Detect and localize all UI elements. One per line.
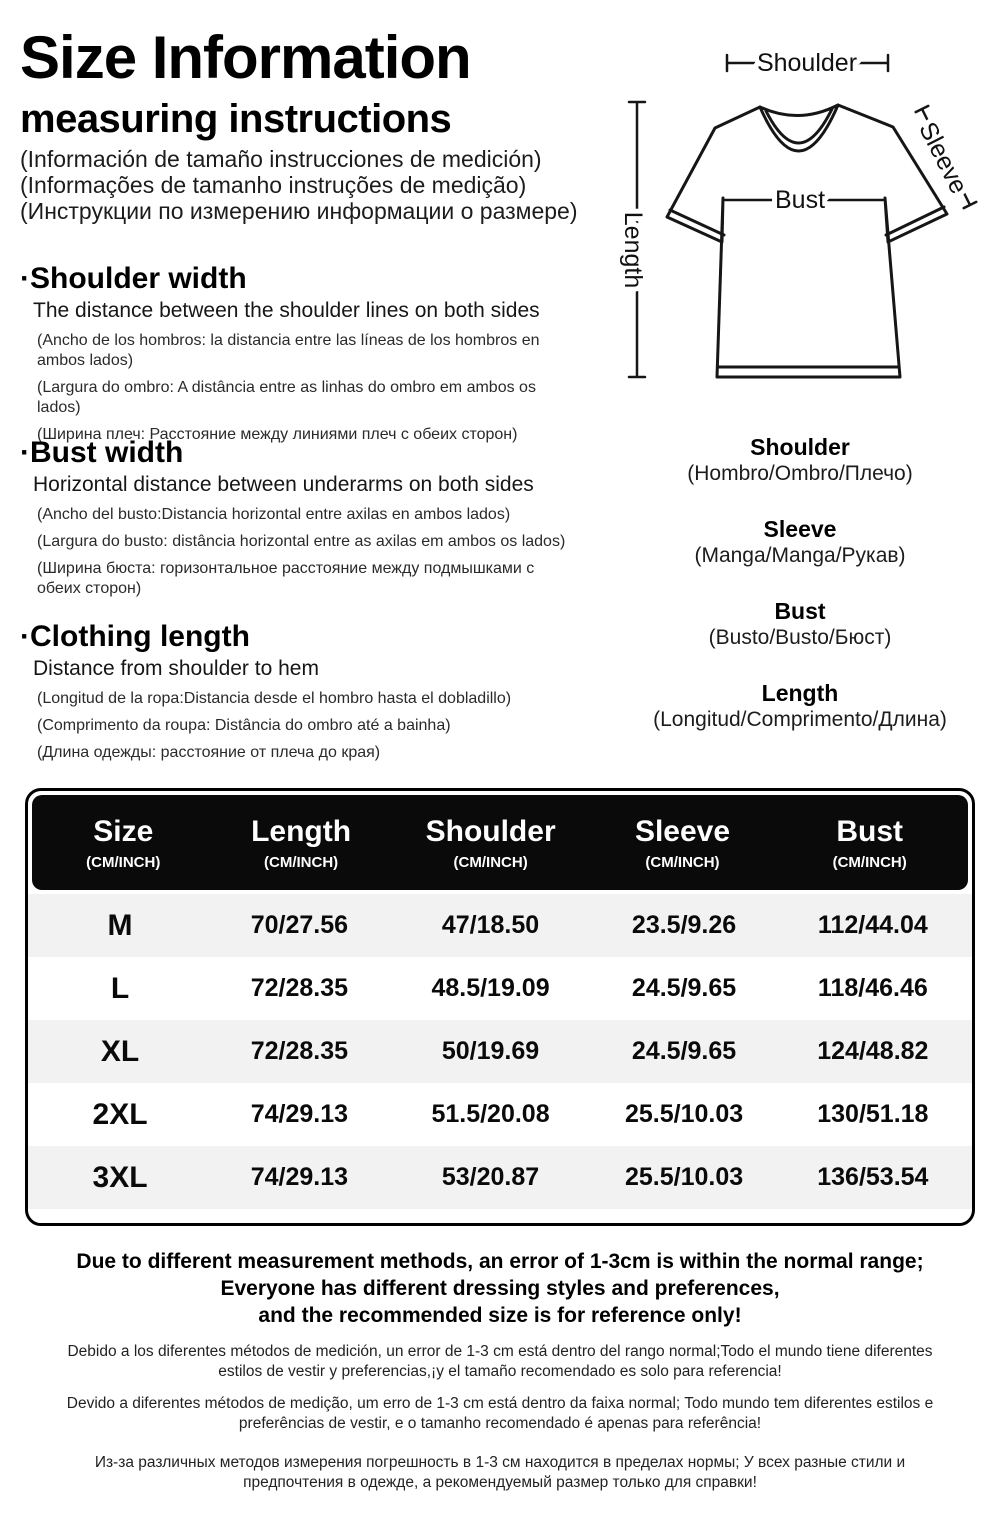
- section-title: [20, 620, 610, 654]
- subtitle-translations: [20, 146, 610, 224]
- header: [20, 25, 610, 224]
- bust-diagram-label: Bust: [774, 186, 826, 214]
- cell-length: 72/28.35: [250, 1037, 349, 1065]
- cell-length: 74/29.13: [250, 1100, 349, 1128]
- column-name: Size: [93, 814, 154, 848]
- footnote-en-line1: Due to different measurement methods, an error of 1-3cm is within the normal range;: [76, 1250, 924, 1273]
- section-title: [20, 262, 610, 296]
- section-text-pt: (Largura do busto: distância horizontal entre as axilas em ambos os lados): [37, 533, 566, 550]
- table-row-3xl: [28, 1146, 972, 1209]
- shoulder-diagram-label: Shoulder: [756, 49, 858, 77]
- cell-bust: 130/51.18: [817, 1100, 929, 1128]
- section-description: Horizontal distance between underarms on both sides: [33, 473, 534, 496]
- subtitle-translation-ru: (Инструкции по измерению информации о размере): [20, 198, 578, 224]
- cell-size: 2XL: [92, 1097, 148, 1131]
- cell-shoulder: 50/19.69: [441, 1037, 540, 1065]
- subtitle-translation-es: (Información de tamaño instrucciones de medición): [20, 146, 542, 172]
- footnote-en-line2: Everyone has different dressing styles and preferences,: [220, 1277, 780, 1300]
- section-text-es: (Ancho de los hombros: la distancia entre las líneas de los hombros en ambos lados): [37, 332, 540, 369]
- footnote-en-line3: and the recommended size is for reference only!: [258, 1304, 742, 1327]
- table-row-2xl: [28, 1083, 972, 1146]
- page-subtitle: measuring instructions: [20, 97, 452, 141]
- bullet: ·: [20, 436, 30, 469]
- cell-shoulder: 51.5/20.08: [431, 1100, 550, 1128]
- cell-sleeve: 25.5/10.03: [624, 1100, 744, 1128]
- size-table-header: [32, 795, 968, 890]
- cell-sleeve: 23.5/9.26: [631, 911, 737, 939]
- footnote-pt: Devido a diferentes métodos de medição, um erro de 1-3 cm está dentro da faixa normal; Todo mundo tem diferentes estilos e preferências de vestir, e o tamanho recomendado é apenas para referência!: [66, 1395, 934, 1432]
- legend-name: Shoulder: [750, 434, 850, 460]
- section-text-ru: (Ширина плеч: Расстояние между линиями плеч с обеих сторон): [37, 426, 518, 443]
- column-header-bust: [771, 795, 968, 890]
- footnote-en: [0, 1248, 1000, 1329]
- measurement-legend: [600, 434, 1000, 762]
- subtitle-translation-pt: (Informações de tamanho instruções de medição): [20, 172, 527, 198]
- bullet: ·: [20, 262, 30, 295]
- legend-name: Bust: [774, 598, 826, 624]
- cell-bust: 136/53.54: [817, 1163, 929, 1191]
- section-description: The distance between the shoulder lines on both sides: [33, 299, 540, 322]
- column-unit: (CM/INCH): [264, 853, 339, 871]
- cell-bust: 118/46.46: [817, 974, 928, 1002]
- section-title-text: Bust width: [30, 436, 184, 469]
- column-unit: (CM/INCH): [645, 853, 720, 871]
- section-text-es: (Longitud de la ropa:Distancia desde el hombro hasta el dobladillo): [37, 690, 512, 707]
- legend-name: Length: [761, 680, 839, 706]
- column-header-shoulder: [388, 795, 594, 890]
- section-text-ru: (Длина одежды: расстояние от плеча до края): [37, 744, 381, 761]
- cell-bust: 124/48.82: [817, 1037, 929, 1065]
- section-title-text: Clothing length: [30, 620, 250, 653]
- legend-item-sleeve: [600, 516, 1000, 568]
- cell-size: L: [110, 971, 130, 1005]
- cell-shoulder: 47/18.50: [441, 911, 540, 939]
- footnotes: [0, 1248, 1000, 1492]
- size-table: [25, 788, 975, 1226]
- legend-translations: (Hombro/Ombro/Плечо): [687, 462, 913, 485]
- legend-name: Sleeve: [763, 516, 837, 542]
- legend-item-shoulder: [600, 434, 1000, 486]
- length-diagram-label: Length: [619, 211, 647, 289]
- legend-translations: (Longitud/Comprimento/Длина): [653, 708, 947, 731]
- cell-size: 3XL: [92, 1160, 148, 1194]
- column-header-length: [215, 795, 388, 890]
- column-name: Shoulder: [425, 814, 556, 848]
- table-row-l: [28, 957, 972, 1020]
- cell-shoulder: 53/20.87: [441, 1163, 540, 1191]
- cell-length: 70/27.56: [250, 911, 349, 939]
- section-text-es: (Ancho del busto:Distancia horizontal entre axilas en ambos lados): [37, 506, 511, 523]
- section-description: Distance from shoulder to hem: [33, 657, 319, 680]
- section-text-pt: (Largura do ombro: A distância entre as linhas do ombro em ambos os lados): [37, 379, 536, 416]
- column-unit: (CM/INCH): [453, 853, 528, 871]
- cell-shoulder: 48.5/19.09: [431, 974, 550, 1002]
- cell-sleeve: 24.5/9.65: [631, 974, 737, 1002]
- column-name: Length: [251, 814, 352, 848]
- legend-item-bust: [600, 598, 1000, 650]
- tshirt-outline: [667, 105, 947, 377]
- legend-translations: (Manga/Manga/Рукав): [694, 544, 906, 567]
- section-shoulder-width: [20, 262, 610, 452]
- cell-sleeve: 24.5/9.65: [631, 1037, 737, 1065]
- table-row-xl: [28, 1020, 972, 1083]
- cell-length: 74/29.13: [250, 1163, 349, 1191]
- section-text-ru: (Ширина бюста: горизонтальное расстояние между подмышками с обеих сторон): [37, 560, 535, 597]
- footnote-es: Debido a los diferentes métodos de medición, un error de 1-3 cm está dentro del rango normal;Todo el mundo tiene diferentes estilos de vestir y preferencias,¡y el tamaño recomendado es solo para referencia!: [67, 1343, 933, 1380]
- section-bust-width: [20, 436, 610, 606]
- section-title-text: Shoulder width: [30, 262, 247, 295]
- section-text-pt: (Comprimento da roupa: Distância do ombro até a bainha): [37, 717, 451, 734]
- column-name: Sleeve: [634, 814, 731, 848]
- column-unit: (CM/INCH): [86, 853, 161, 871]
- column-header-size: [32, 795, 215, 890]
- cell-sleeve: 25.5/10.03: [624, 1163, 744, 1191]
- table-row-m: [28, 894, 972, 957]
- section-title: [20, 436, 610, 470]
- column-name: Bust: [836, 814, 904, 848]
- page-title: Size Information: [20, 24, 471, 91]
- column-unit: (CM/INCH): [832, 853, 907, 871]
- legend-translations: (Busto/Busto/Бюст): [708, 626, 892, 649]
- column-header-sleeve: [594, 795, 772, 890]
- cell-size: XL: [100, 1034, 140, 1068]
- sleeve-diagram-label: Sleeve: [913, 117, 973, 199]
- cell-length: 72/28.35: [250, 974, 349, 1002]
- footnote-ru: Из-за различных методов измерения погрешность в 1-3 см находится в пределах нормы; У всех разные стили и предпочтения в одежде, а рекомендуемый размер только для справки!: [94, 1454, 906, 1491]
- cell-size: M: [107, 908, 133, 942]
- section-clothing-length: [20, 620, 610, 770]
- tshirt-measurement-diagram: [600, 28, 1000, 440]
- legend-item-length: [600, 680, 1000, 732]
- bullet: ·: [20, 620, 30, 653]
- cell-bust: 112/44.04: [817, 911, 928, 939]
